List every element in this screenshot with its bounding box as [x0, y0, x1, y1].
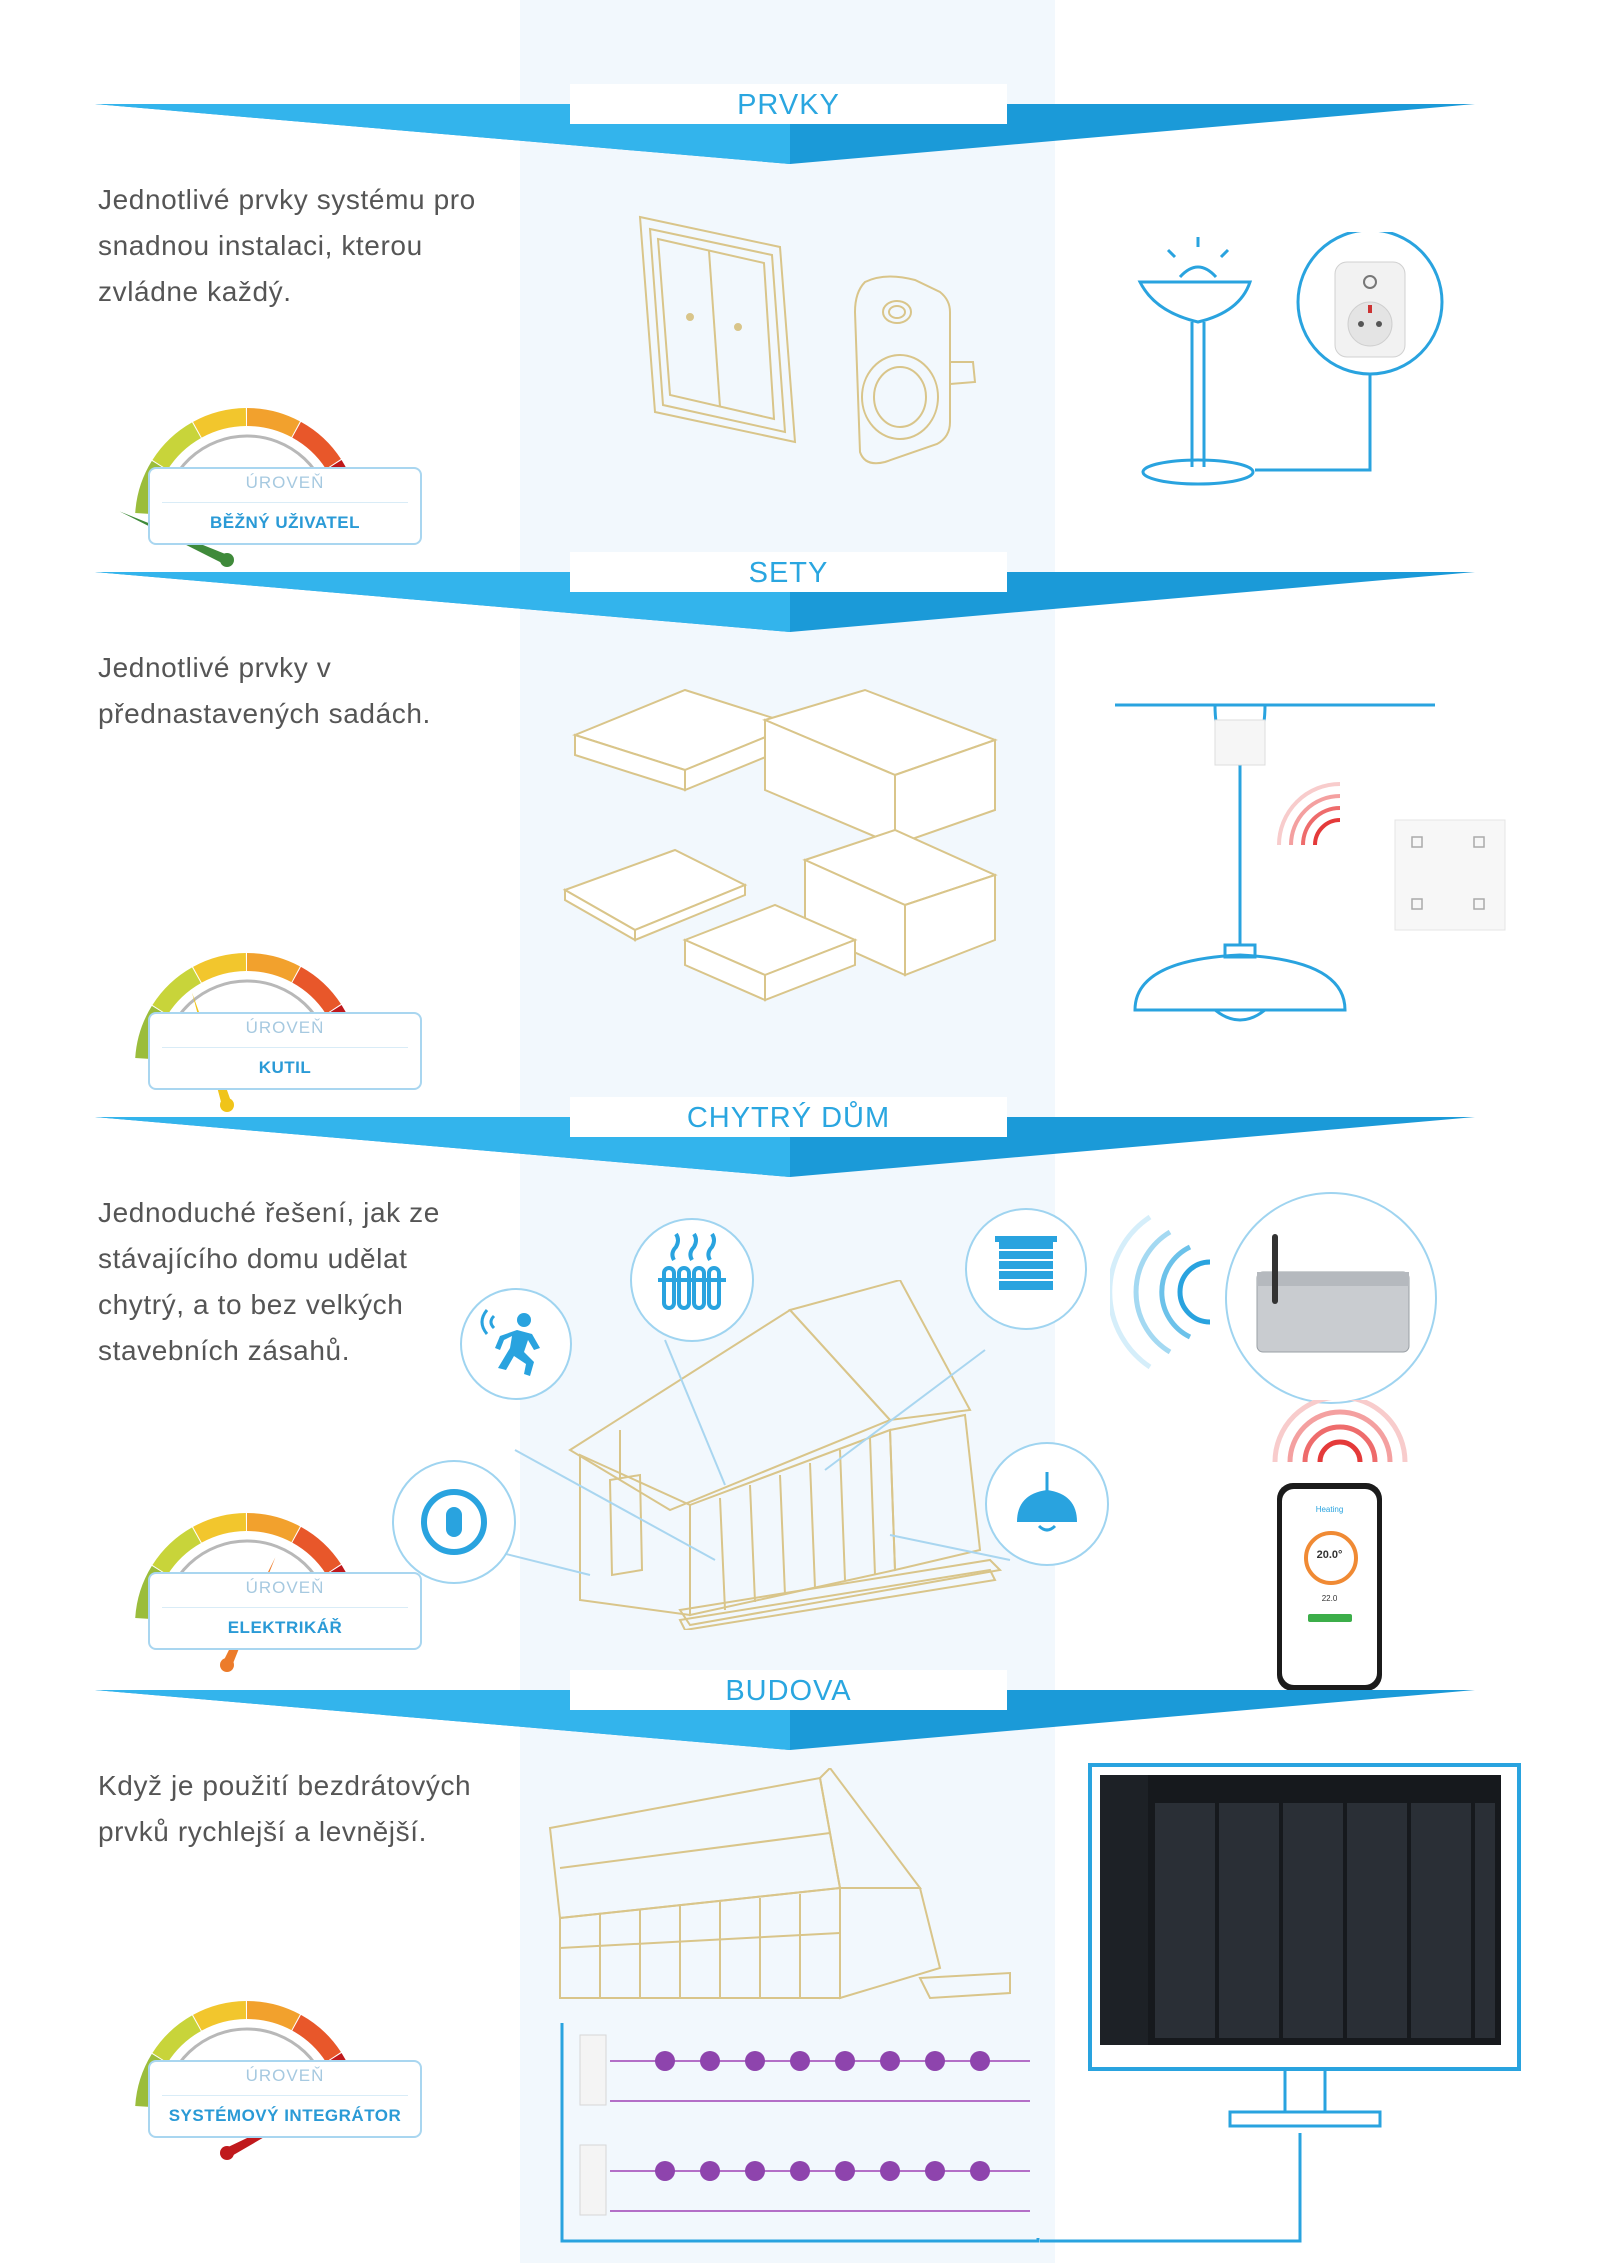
level-divider: [162, 2095, 408, 2096]
gauge-segment: [247, 408, 300, 437]
level-value: BĚŽNÝ UŽIVATEL: [210, 513, 360, 532]
wifi-waves-icon: [1110, 1192, 1220, 1392]
section-description: Jednoduché řešení, jak ze stávajícího domu udělat chytrý, a to bez velkých stavebních zásahů.: [98, 1197, 440, 1366]
phone-title: Heating: [1315, 1505, 1344, 1514]
section-banner: [0, 555, 1600, 645]
gauge-segment: [247, 953, 300, 982]
gauge-segment: [292, 1527, 341, 1574]
level-box: [148, 2060, 422, 2138]
section-sety: [0, 555, 1600, 1100]
level-caption: ÚROVEŇ: [245, 1018, 325, 1037]
level-divider: [162, 1607, 408, 1608]
gauge-segment: [247, 2001, 300, 2030]
section-title: SETY: [570, 552, 1007, 592]
lamp-icon: [1130, 232, 1460, 492]
level-value: ELEKTRIKÁŘ: [227, 1618, 343, 1637]
gauge-needle-hub: [220, 2146, 234, 2160]
smartphone-icon: [1277, 1483, 1382, 1691]
section-description: Jednotlivé prvky v přednastavených sadách.: [98, 652, 431, 729]
section-banner: [0, 87, 1600, 177]
skill-level-gauge: [92, 370, 432, 570]
gauge-segment: [193, 408, 246, 438]
radiator-icon: [630, 1218, 754, 1342]
level-divider: [162, 1047, 408, 1048]
section-prvky: [0, 87, 1600, 557]
phone-screen: [1282, 1489, 1377, 1685]
gauge-segment: [193, 2001, 246, 2031]
dashboard-tiles: [1155, 1803, 1495, 2038]
monitor-icon: [1088, 1763, 1521, 2071]
section-budova: [0, 1673, 1600, 2263]
light-switch-icon: [630, 207, 810, 447]
monitor-stand: [1215, 2067, 1395, 2137]
building-icon: [540, 1768, 1015, 2008]
gauge-segment: [292, 967, 341, 1014]
level-divider: [162, 502, 408, 503]
level-caption: ÚROVEŇ: [245, 473, 325, 492]
level-caption: ÚROVEŇ: [245, 1578, 325, 1597]
blinds-icon: [965, 1208, 1087, 1330]
section-title: PRVKY: [570, 84, 1007, 124]
gauge-segment: [292, 422, 341, 469]
section-banner: [0, 1100, 1600, 1190]
level-box: [148, 1012, 422, 1090]
level-value: KUTIL: [258, 1058, 312, 1077]
section-description: Když je použití bezdrátových prvků rychlejší a levnější.: [98, 1770, 472, 1847]
pendant-light-icon: [1115, 700, 1515, 1030]
gauge-segment: [193, 953, 246, 983]
phone-set-temperature: 22.0: [1321, 1594, 1338, 1603]
gauge-needle-hub: [220, 1658, 234, 1672]
section-banner: [0, 1673, 1600, 1763]
device-set-icon: [555, 680, 1015, 1030]
gauge-segment: [247, 1513, 300, 1542]
socket-photo: [1335, 262, 1405, 357]
power-button-icon: [392, 1460, 516, 1584]
motion-sensor-icon: [460, 1288, 572, 1400]
gauge-segment: [152, 422, 200, 469]
gauge-segment: [152, 967, 200, 1014]
phone-green-bar: [1308, 1614, 1352, 1622]
section-description: Jednotlivé prvky systému pro snadnou instalaci, kterou zvládne každý.: [98, 184, 476, 307]
pendant-light-icon: [985, 1442, 1109, 1566]
level-caption: ÚROVEŇ: [245, 2066, 325, 2085]
gauge-segment: [152, 1527, 200, 1574]
level-value: SYSTÉMOVÝ INTEGRÁTOR: [168, 2106, 402, 2125]
gauge-segment: [292, 2015, 341, 2062]
gauge-segment: [193, 1513, 246, 1543]
section-title: CHYTRÝ DŮM: [570, 1097, 1007, 1137]
skill-level-gauge: [92, 1963, 432, 2163]
gauge-segment: [152, 2015, 200, 2062]
skill-level-gauge: [92, 915, 432, 1115]
monitor-screen: [1100, 1775, 1501, 2045]
phone-temperature: 20.0°: [1316, 1549, 1343, 1561]
dashboard-sidebar: [1100, 1775, 1148, 2045]
phone-signal-icon: [1265, 1400, 1415, 1470]
section-title: BUDOVA: [570, 1670, 1007, 1710]
device-bus-rows: [560, 2023, 1060, 2253]
section-chytry-dum: [0, 1100, 1600, 1676]
gateway-icon: [1225, 1192, 1437, 1404]
monitor-bus-connection: [1035, 2133, 1335, 2248]
smart-socket-icon: [845, 272, 985, 472]
device-node-row: [655, 2051, 990, 2181]
level-box: [148, 467, 422, 545]
